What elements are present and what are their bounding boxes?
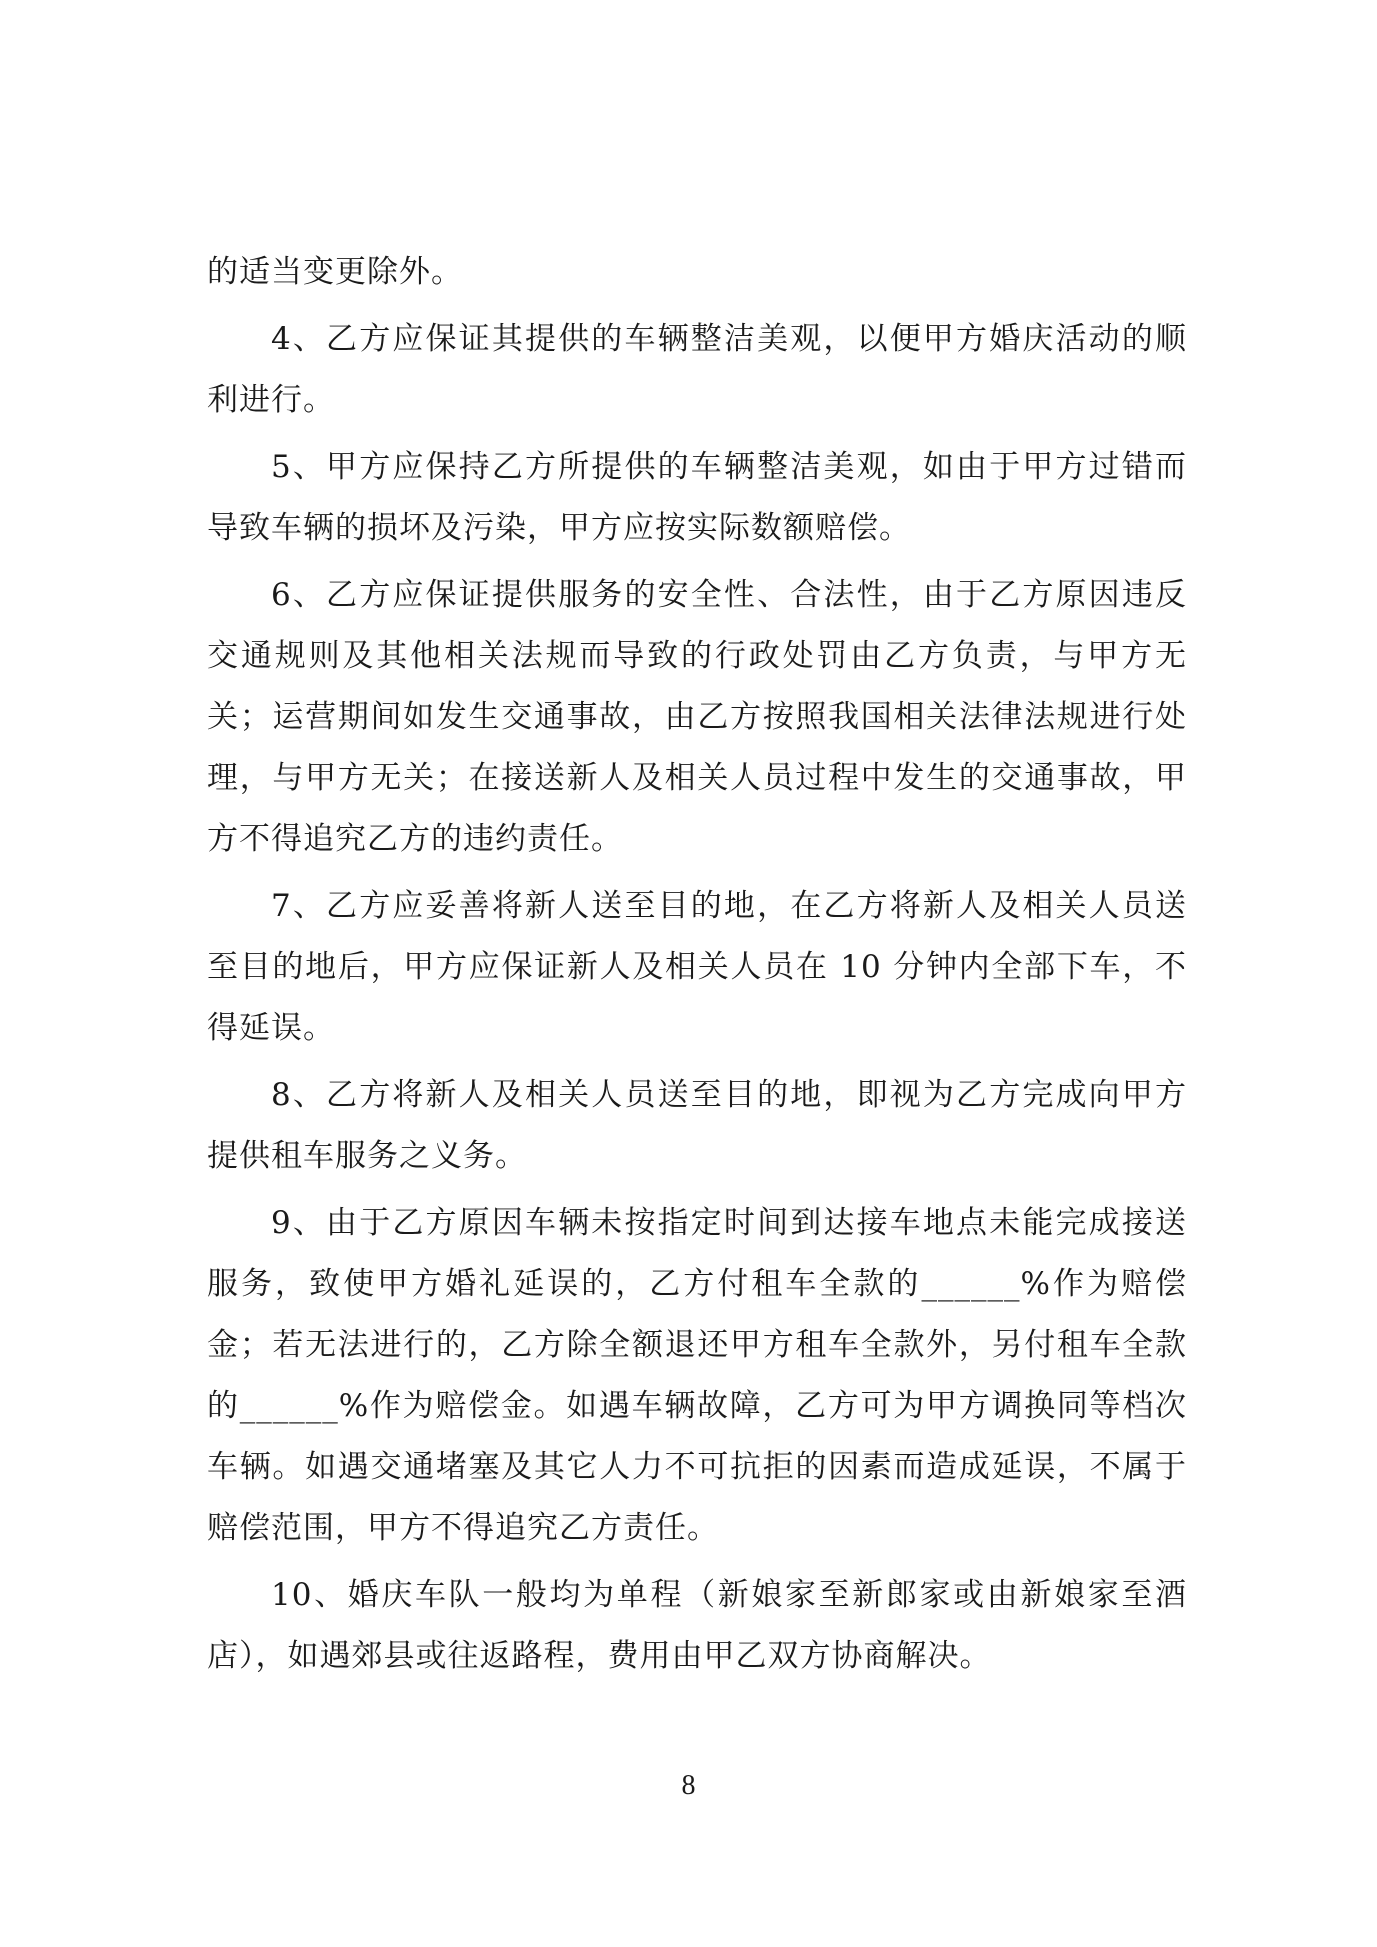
clause-10: 10、婚庆车队一般均为单程（新娘家至新郎家或由新娘家至酒店），如遇郊县或往返路程，费用由甲乙双方协商解决。: [207, 1577, 1187, 1674]
paragraph-continuation: 的适当变更除外。: [207, 254, 463, 290]
page-number: 8: [681, 1770, 696, 1801]
document-body: [207, 242, 1187, 1693]
clause-5: 5、甲方应保持乙方所提供的车辆整洁美观，如由于甲方过错而导致车辆的损坏及污染，甲方应按实际数额赔偿。: [207, 449, 1187, 546]
clause-4: 4、乙方应保证其提供的车辆整洁美观，以便甲方婚庆活动的顺利进行。: [207, 321, 1187, 418]
clause-6: 6、乙方应保证提供服务的安全性、合法性，由于乙方原因违反交通规则及其他相关法规而导致的行政处罚由乙方负责，与甲方无关；运营期间如发生交通事故，由乙方按照我国相关法律法规进行处理，与甲方无关；在接送新人及相关人员过程中发生的交通事故，甲方不得追究乙方的违约责任。: [207, 577, 1187, 857]
clause-7: 7、乙方应妥善将新人送至目的地，在乙方将新人及相关人员送至目的地后，甲方应保证新人及相关人员在 10 分钟内全部下车，不得延误。: [207, 888, 1187, 1046]
clause-9: 9、由于乙方原因车辆未按指定时间到达接车地点未能完成接送服务，致使甲方婚礼延误的，乙方付租车全款的______%作为赔偿金；若无法进行的，乙方除全额退还甲方租车全款外，另付租车全款的______%作为赔偿金。如遇车辆故障，乙方可为甲方调换同等档次车辆。如遇交通堵塞及其它人力不可抗拒的因素而造成延误，不属于赔偿范围，甲方不得追究乙方责任。: [207, 1205, 1187, 1546]
clause-8: 8、乙方将新人及相关人员送至目的地，即视为乙方完成向甲方提供租车服务之义务。: [207, 1077, 1187, 1174]
